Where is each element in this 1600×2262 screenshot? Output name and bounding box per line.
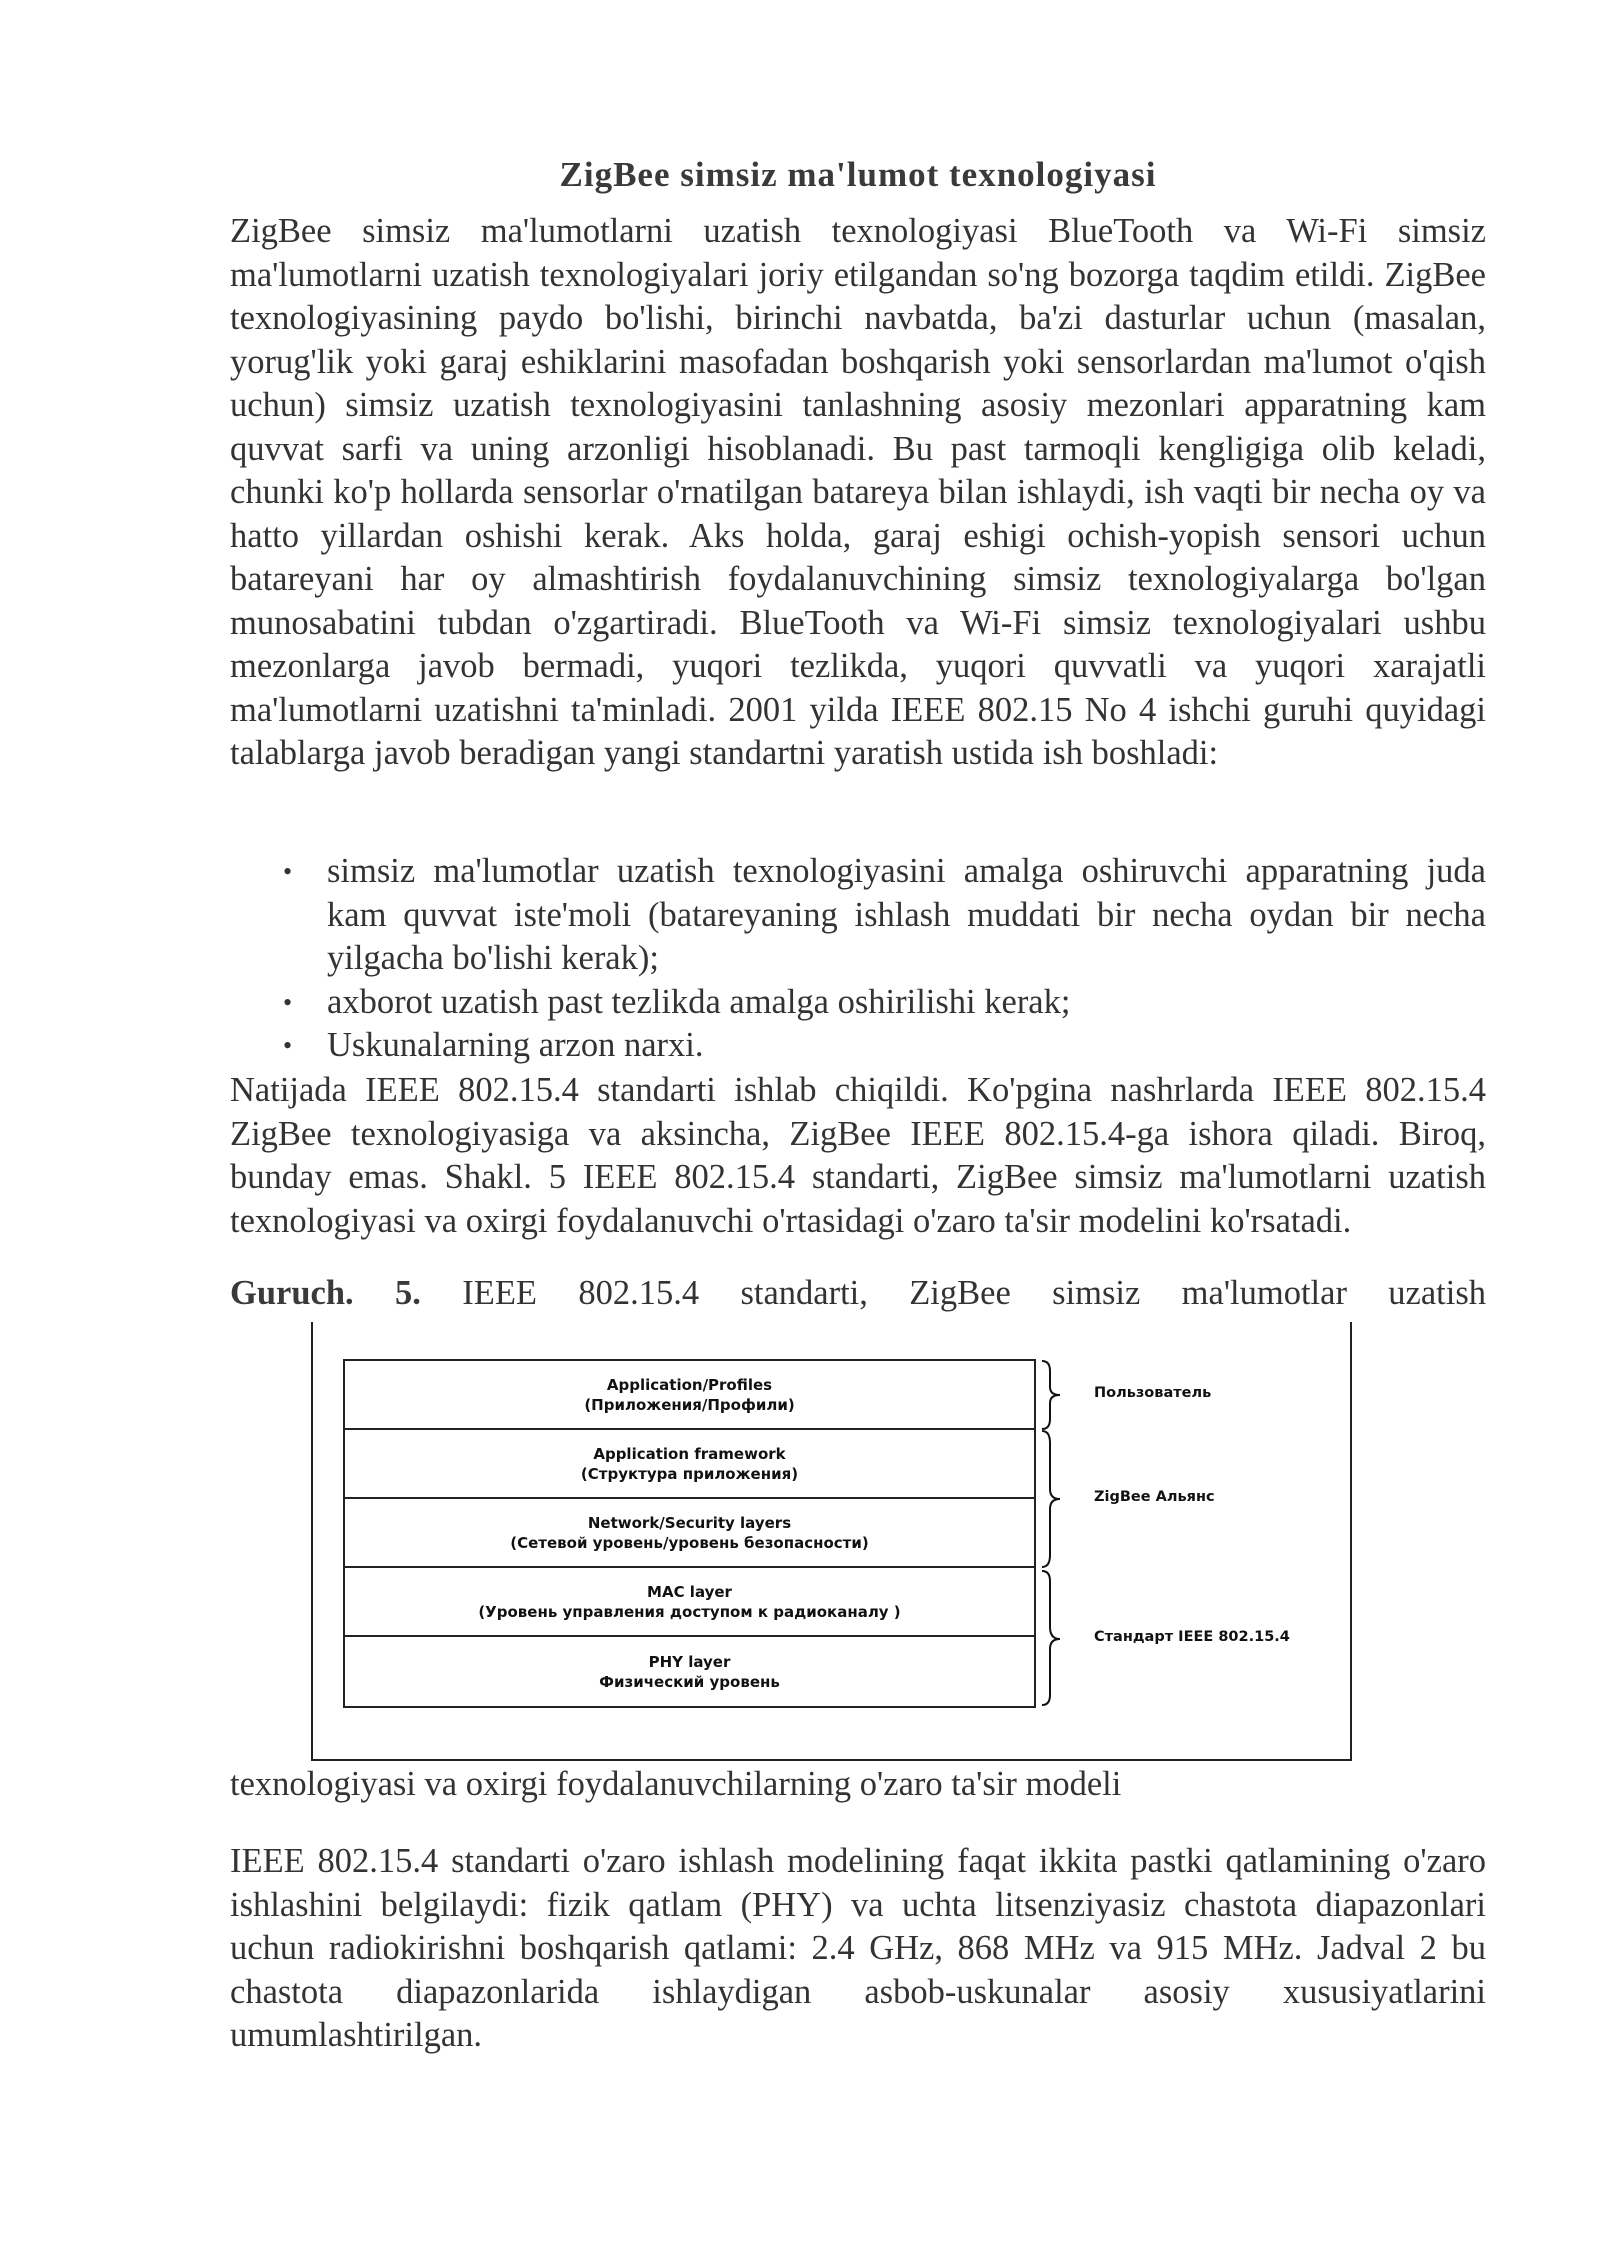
protocol-stack — [343, 1359, 1036, 1708]
standard-paragraph: IEEE 802.15.4 standarti o'zaro ishlash modelining faqat ikkita pastki qatlamining o'zaro ishlashini belgilaydi: fizik qatlam (PHY) va uchta litsenziyasiz chastota diapazonlari uchun radiokirishni boshqarish qatlami: 2.4 GHz, 868 MHz va 915 MHz. Jadval 2 bu chastota diapazonlarida ishlaydigan asbob-uskunalar asosiy xususiyatlarini umumlashtirilgan. — [230, 1842, 1486, 2054]
layer-subtitle: (Структура приложения) — [580, 1464, 799, 1483]
layer-title: Application framework — [593, 1444, 786, 1463]
layer-application-profiles — [345, 1361, 1034, 1430]
list-item — [230, 981, 1486, 1025]
bullet-icon: • — [283, 987, 293, 1017]
intro-paragraph: ZigBee simsiz ma'lumotlarni uzatish texnologiyasi BlueTooth va Wi-Fi simsiz ma'lumotlarni uzatish texnologiyalari joriy etilgandan so'ng bozorga taqdim etildi. ZigBee texnologiyasining paydo bo'lishi, birinchi navbatda, ba'zi dasturlar uchun (masalan, yorug'lik yoki garaj eshiklarini masofadan boshqarish yoki sensorlardan ma'lumot o'qish uchun) simsiz uzatish texnologiyasini tanlashning asosiy mezonlari apparatning kam quvvat sarfi va uning arzonligi hisoblanadi. Bu past tarmoqli kengligiga olib keladi, chunki ko'p hollarda sensorlar o'rnatilgan batareya bilan ishlaydi, ish vaqti bir necha oy va hatto yillardan oshishi kerak. Aks holda, garaj eshigi ochish-yopish sensori uchun batareyani har oy almashtirish foydalanuvchining simsiz texnologiyalarga bo'lgan munosabatini tubdan o'zgartiradi. BlueTooth va Wi-Fi simsiz texnologiyalari ushbu mezonlarga javob bermadi, yuqori tezlikda, yuqori quvvatli va yuqori xarajatli ma'lumotlarni uzatishni ta'minladi. 2001 yilda IEEE 802.15 No 4 ishchi guruhi quyidagi talablarga javob beradigan yangi standartni yaratish ustida ish boshladi: — [230, 212, 1486, 772]
layer-subtitle: (Приложения/Профили) — [584, 1395, 795, 1414]
list-item-text: simsiz ma'lumotlar uzatish texnologiyasini amalga oshiruvchi apparatning juda kam quvvat iste'moli (batareyaning ishlash muddati bir necha oydan bir necha yilgacha bo'lishi kerak); — [327, 852, 1486, 977]
figure-caption-label: Guruch. 5. — [230, 1274, 421, 1312]
layer-mac — [345, 1568, 1034, 1637]
document-title: ZigBee simsiz ma'lumot texnologiyasi — [559, 155, 1157, 194]
layer-model-figure — [311, 1322, 1352, 1761]
bullet-icon: • — [283, 857, 293, 886]
layer-subtitle: (Сетевой уровень/уровень безопасности) — [510, 1533, 869, 1552]
layer-subtitle: Физический уровень — [599, 1672, 780, 1691]
layer-title: Application/Profiles — [606, 1375, 773, 1394]
figure-caption-continued: texnologiyasi va oxirgi foydalanuvchilarning o'zaro ta'sir modeli — [230, 1765, 1122, 1803]
group-label-ieee-standard: Стандарт IEEE 802.15.4 — [1094, 1629, 1290, 1645]
layer-title: MAC layer — [647, 1582, 732, 1601]
list-item — [230, 850, 1486, 981]
layer-title: PHY layer — [648, 1652, 731, 1671]
result-paragraph: Natijada IEEE 802.15.4 standarti ishlab chiqildi. Ko'pgina nashrlarda IEEE 802.15.4 ZigBee texnologiyasiga va aksincha, ZigBee IEEE 802.15.4-ga ishora qiladi. Biroq, bunday emas. Shakl. 5 IEEE 802.15.4 standarti, ZigBee simsiz ma'lumotlarni uzatish texnologiyasi va oxirgi foydalanuvchi o'rtasidagi o'zaro ta'sir modelini ko'rsatadi. — [230, 1071, 1486, 1240]
list-item-text: axborot uzatish past tezlikda amalga oshirilishi kerak; — [327, 982, 1071, 1021]
figure-caption — [230, 1272, 1486, 1316]
layer-title: Network/Security layers — [587, 1513, 792, 1532]
list-item-text: Uskunalarning arzon narxi. — [327, 1026, 704, 1064]
requirements-list — [230, 850, 1486, 1068]
figure-caption-text: IEEE 802.15.4 standarti, ZigBee simsiz ma'lumotlar uzatish — [462, 1274, 1487, 1312]
grouping-braces — [1038, 1359, 1098, 1719]
group-label-zigbee-alliance: ZigBee Альянс — [1094, 1489, 1215, 1505]
brace-ieee-standard — [1042, 1571, 1060, 1705]
layer-application-framework — [345, 1430, 1034, 1499]
layer-network-security — [345, 1499, 1034, 1568]
group-label-user: Пользователь — [1094, 1385, 1212, 1401]
layer-phy — [345, 1637, 1034, 1706]
brace-zigbee-alliance — [1042, 1431, 1060, 1567]
brace-user — [1042, 1361, 1060, 1429]
list-item — [230, 1024, 1486, 1068]
layer-subtitle: (Уровень управления доступом к радиоканалу ) — [478, 1602, 901, 1621]
bullet-icon: • — [283, 1031, 293, 1060]
